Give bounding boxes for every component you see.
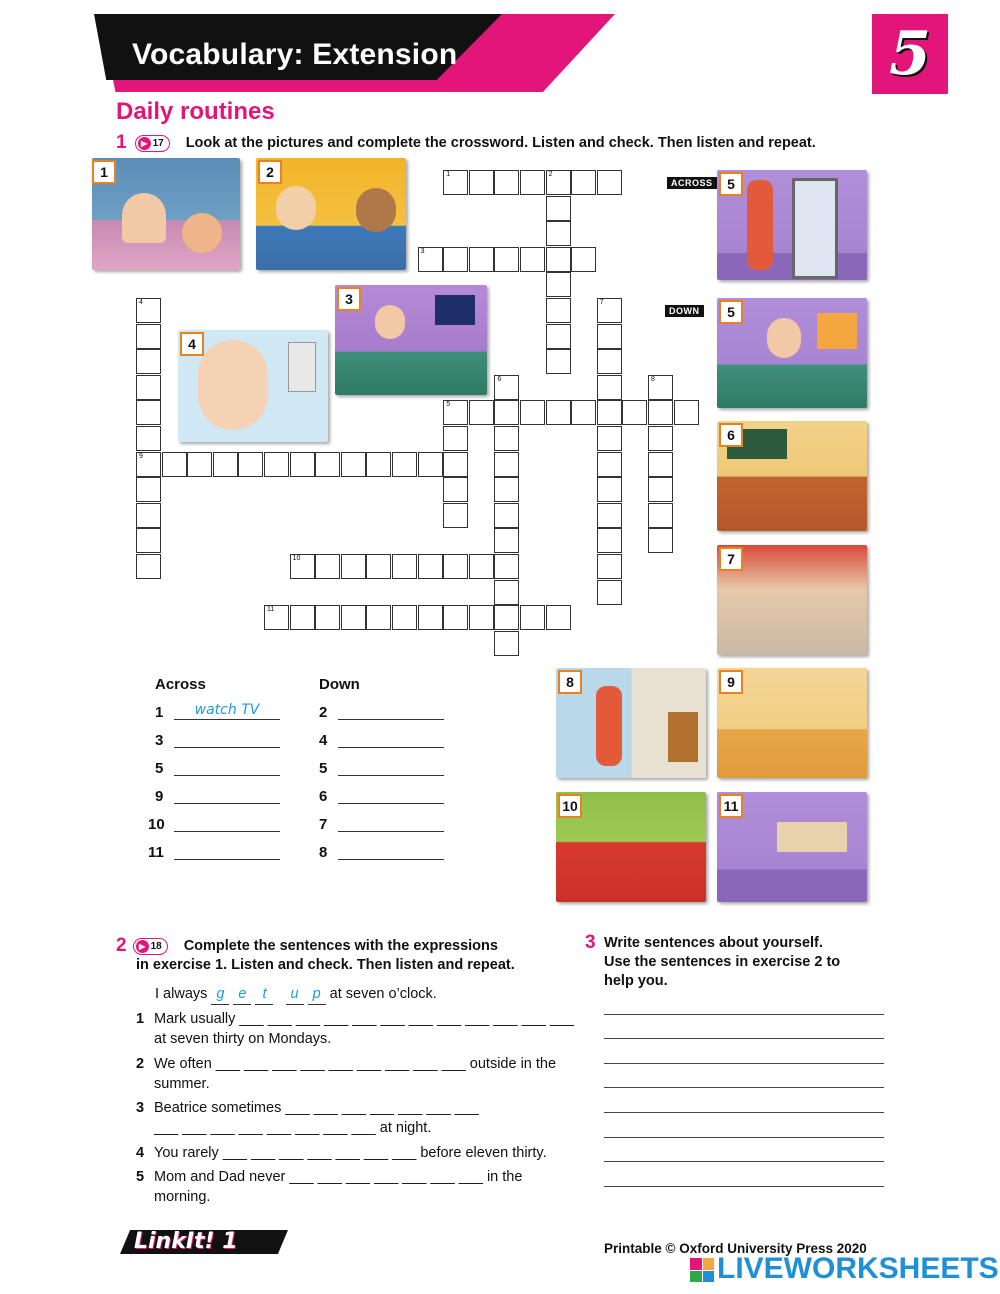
liveworksheets-logo-icon xyxy=(690,1258,714,1282)
sentence-line: You rarely ___ ___ ___ ___ ___ ___ ___ before eleven thirty. xyxy=(154,1145,547,1161)
writing-line[interactable] xyxy=(604,1014,884,1015)
audio-track-badge[interactable] xyxy=(133,938,168,955)
crossword-cell[interactable] xyxy=(648,375,673,400)
writing-line[interactable] xyxy=(604,1087,884,1088)
across-clue-number: 11 xyxy=(148,844,164,861)
crossword-cell[interactable] xyxy=(571,170,596,195)
example-letter[interactable]: e xyxy=(233,984,251,1005)
sentence-line: at seven thirty on Mondays. xyxy=(154,1031,332,1047)
exercise1-instruction: Look at the pictures and complete the crossword. Listen and check. Then listen and repeat. xyxy=(185,135,816,151)
crossword-cell[interactable] xyxy=(264,452,289,477)
example-letter[interactable]: t xyxy=(255,984,273,1005)
crossword-cell[interactable] xyxy=(494,503,519,528)
linkit-logo xyxy=(120,1226,290,1256)
sentence-line: Beatrice sometimes ___ ___ ___ ___ ___ ___ ___ xyxy=(154,1100,479,1116)
sentence-line: We often ___ ___ ___ ___ ___ ___ ___ ___ ___ outside in the xyxy=(154,1056,557,1072)
crossword-cell[interactable] xyxy=(443,554,468,579)
crossword-cell[interactable] xyxy=(418,554,443,579)
crossword-cell[interactable] xyxy=(494,477,519,502)
crossword-cell[interactable] xyxy=(443,400,468,425)
crossword-cell[interactable] xyxy=(341,554,366,579)
crossword-cell[interactable] xyxy=(136,324,161,349)
crossword-cell[interactable] xyxy=(546,170,571,195)
down-answer-line[interactable] xyxy=(338,719,444,720)
exercise3-instruction xyxy=(604,934,840,991)
crossword-cell[interactable] xyxy=(648,426,673,451)
crossword-cell[interactable] xyxy=(546,247,571,272)
crossword-cell[interactable] xyxy=(648,528,673,553)
crossword-cell[interactable] xyxy=(546,349,571,374)
crossword-cell[interactable] xyxy=(136,349,161,374)
down-clue-number: 6 xyxy=(319,788,328,805)
picture-label-2: 2 xyxy=(258,160,282,184)
exercise3-instruction-line2: Use the sentences in exercise 2 to xyxy=(604,954,841,970)
crossword-cell[interactable] xyxy=(443,605,468,630)
crossword-cell[interactable] xyxy=(443,170,468,195)
across-answer-line[interactable] xyxy=(174,775,280,776)
crossword-cell[interactable] xyxy=(469,170,494,195)
picture-label-5-down: 5 xyxy=(719,300,743,324)
crossword-cell[interactable] xyxy=(290,452,315,477)
crossword-cell[interactable] xyxy=(674,400,699,425)
crossword-cell[interactable] xyxy=(290,554,315,579)
down-answer-line[interactable] xyxy=(338,831,444,832)
crossword-cell[interactable] xyxy=(546,221,571,246)
crossword-cell[interactable] xyxy=(469,605,494,630)
crossword-cell[interactable] xyxy=(597,170,622,195)
crossword-clue-number: 11 xyxy=(267,606,275,614)
crossword-cell[interactable] xyxy=(136,452,161,477)
across-clue-number: 10 xyxy=(148,816,165,833)
crossword-cell[interactable] xyxy=(520,247,545,272)
crossword-cell[interactable] xyxy=(546,324,571,349)
crossword-cell[interactable] xyxy=(546,400,571,425)
example-letter[interactable]: u xyxy=(286,984,304,1005)
crossword-cell[interactable] xyxy=(597,375,622,400)
sentence-line: Mom and Dad never ___ ___ ___ ___ ___ ___ ___ in the xyxy=(154,1169,523,1185)
example-sentence xyxy=(155,984,437,1005)
audio-track-number: 18 xyxy=(150,940,162,952)
crossword-cell[interactable] xyxy=(494,452,519,477)
picture-label-9: 9 xyxy=(719,670,743,694)
exercise2-instruction-line1: Complete the sentences with the expressions xyxy=(183,938,498,954)
crossword-cell[interactable] xyxy=(443,426,468,451)
crossword-cell[interactable] xyxy=(341,605,366,630)
crossword-clue-number: 1 xyxy=(446,171,451,178)
exercise1-heading xyxy=(116,132,816,154)
sentence-number: 1 xyxy=(136,1011,145,1027)
crossword-cell[interactable] xyxy=(392,554,417,579)
across-tag: ACROSS xyxy=(667,177,717,189)
sentence-2[interactable] xyxy=(136,1054,576,1094)
picture-label-4: 4 xyxy=(180,332,204,356)
across-answer-line[interactable] xyxy=(174,747,280,748)
crossword-cell[interactable] xyxy=(443,477,468,502)
sentence-1[interactable] xyxy=(136,1009,576,1049)
crossword-cell[interactable] xyxy=(571,247,596,272)
example-after: at seven o’clock. xyxy=(329,986,437,1002)
crossword-cell[interactable] xyxy=(520,605,545,630)
exercise2-instruction-line2: in exercise 1. Listen and check. Then listen and repeat. xyxy=(136,957,515,973)
crossword-cell[interactable] xyxy=(238,452,263,477)
crossword-clue-number: 4 xyxy=(139,299,143,306)
crossword-cell[interactable] xyxy=(546,605,571,630)
crossword-cell[interactable] xyxy=(546,298,571,323)
crossword-cell[interactable] xyxy=(366,452,391,477)
crossword-cell[interactable] xyxy=(494,528,519,553)
writing-line[interactable] xyxy=(604,1063,884,1064)
crossword-cell[interactable] xyxy=(546,272,571,297)
example-letter[interactable]: p xyxy=(308,984,326,1005)
crossword-cell[interactable] xyxy=(392,452,417,477)
crossword-cell[interactable] xyxy=(315,452,340,477)
crossword-cell[interactable] xyxy=(469,247,494,272)
crossword-cell[interactable] xyxy=(597,452,622,477)
example-letter[interactable]: g xyxy=(211,984,229,1005)
across-clue-number: 3 xyxy=(155,732,164,749)
down-clue-number: 5 xyxy=(319,760,328,777)
crossword-cell[interactable] xyxy=(469,400,494,425)
crossword-cell[interactable] xyxy=(494,631,519,656)
linkit-logo-text: LinkIt! 1 xyxy=(134,1229,238,1254)
across-answer-line[interactable] xyxy=(174,803,280,804)
across-answer-line[interactable] xyxy=(174,831,280,832)
sentence-number: 5 xyxy=(136,1169,145,1185)
picture-label-3: 3 xyxy=(337,287,361,311)
audio-track-number: 17 xyxy=(152,137,164,149)
writing-line[interactable] xyxy=(604,1038,884,1039)
crossword-cell[interactable] xyxy=(469,554,494,579)
crossword-cell[interactable] xyxy=(418,605,443,630)
crossword-cell[interactable] xyxy=(315,554,340,579)
sentence-line: summer. xyxy=(154,1076,210,1092)
copyright-text: Printable © Oxford University Press 2020 xyxy=(604,1241,867,1256)
writing-line[interactable] xyxy=(604,1161,884,1162)
speaker-icon: ▶ xyxy=(136,940,149,953)
crossword-cell[interactable] xyxy=(494,605,519,630)
picture-label-6: 6 xyxy=(719,423,743,447)
across-answer-line[interactable] xyxy=(174,859,280,860)
liveworksheets-wordmark: LIVEWORKSHEETS xyxy=(717,1252,999,1285)
crossword-cell[interactable] xyxy=(136,426,161,451)
crossword-cell[interactable] xyxy=(597,298,622,323)
crossword-cell[interactable] xyxy=(520,400,545,425)
sentence-line: morning. xyxy=(154,1189,211,1205)
sentence-number: 3 xyxy=(136,1100,145,1116)
crossword-clue-number: 3 xyxy=(420,247,425,255)
crossword-cell[interactable] xyxy=(494,554,519,579)
exercise2-number: 2 xyxy=(116,935,127,956)
clues-across-heading: Across xyxy=(155,676,206,693)
crossword-cell[interactable] xyxy=(341,452,366,477)
sentence-5[interactable] xyxy=(136,1167,576,1207)
crossword-cell[interactable] xyxy=(315,605,340,630)
crossword-cell[interactable] xyxy=(622,400,647,425)
crossword-cell[interactable] xyxy=(136,400,161,425)
crossword-cell[interactable] xyxy=(597,580,622,605)
crossword-cell[interactable] xyxy=(648,400,673,425)
crossword-cell[interactable] xyxy=(418,247,443,272)
crossword-cell[interactable] xyxy=(418,452,443,477)
crossword-cell[interactable] xyxy=(648,477,673,502)
sentence-number: 4 xyxy=(136,1145,145,1161)
picture-label-8: 8 xyxy=(558,670,582,694)
crossword-cell[interactable] xyxy=(136,375,161,400)
picture-label-11: 11 xyxy=(719,794,743,818)
sentence-line: Mark usually ___ ___ ___ ___ ___ ___ ___ ___ ___ ___ ___ ___ xyxy=(154,1011,575,1027)
writing-line[interactable] xyxy=(604,1186,884,1187)
crossword-cell[interactable] xyxy=(494,400,519,425)
across-clue-number: 5 xyxy=(155,760,164,777)
across-clue-number: 9 xyxy=(155,788,164,805)
across-answer-line[interactable] xyxy=(174,719,280,720)
crossword-cell[interactable] xyxy=(597,400,622,425)
exercise3-number: 3 xyxy=(585,932,596,953)
crossword-clue-number: 8 xyxy=(651,375,655,383)
page-title: Vocabulary: Extension xyxy=(132,38,458,71)
crossword-cell[interactable] xyxy=(597,349,622,374)
crossword-cell[interactable] xyxy=(213,452,238,477)
crossword-cell[interactable] xyxy=(443,503,468,528)
down-answer-line[interactable] xyxy=(338,747,444,748)
crossword-cell[interactable] xyxy=(366,554,391,579)
down-clue-number: 4 xyxy=(319,732,328,749)
down-clue-number: 2 xyxy=(319,704,328,721)
down-answer-line[interactable] xyxy=(338,775,444,776)
sentence-4[interactable] xyxy=(136,1143,576,1163)
writing-line[interactable] xyxy=(604,1137,884,1138)
crossword-cell[interactable] xyxy=(443,247,468,272)
exercise2-heading xyxy=(116,935,498,957)
crossword-cell[interactable] xyxy=(162,452,187,477)
crossword-cell[interactable] xyxy=(392,605,417,630)
crossword-cell[interactable] xyxy=(571,400,596,425)
crossword-cell[interactable] xyxy=(597,426,622,451)
across-answer-1[interactable]: watch TV xyxy=(194,702,260,718)
crossword-cell[interactable] xyxy=(494,426,519,451)
crossword-clue-number: 10 xyxy=(292,555,301,562)
down-answer-line[interactable] xyxy=(338,803,444,804)
down-clue-number: 8 xyxy=(319,844,328,861)
crossword-clue-number: 2 xyxy=(548,171,553,178)
crossword-cell[interactable] xyxy=(136,554,161,579)
picture-label-7: 7 xyxy=(719,547,743,571)
crossword-clue-number: 7 xyxy=(599,299,604,306)
down-answer-line[interactable] xyxy=(338,859,444,860)
crossword-cell[interactable] xyxy=(136,298,161,323)
crossword-cell[interactable] xyxy=(136,528,161,553)
sentence-3[interactable] xyxy=(136,1098,576,1138)
crossword-cell[interactable] xyxy=(443,452,468,477)
exercise3-instruction-line1: Write sentences about yourself. xyxy=(604,935,823,951)
crossword-clue-number: 9 xyxy=(139,452,143,460)
down-clue-number: 7 xyxy=(319,816,328,833)
crossword-cell[interactable] xyxy=(136,477,161,502)
crossword-cell[interactable] xyxy=(648,452,673,477)
audio-track-badge[interactable] xyxy=(135,135,170,152)
crossword-cell[interactable] xyxy=(366,605,391,630)
across-clue-number: 1 xyxy=(155,704,164,721)
section-title: Daily routines xyxy=(116,98,275,125)
example-before: I always xyxy=(155,986,208,1002)
unit-number: 5 xyxy=(889,19,931,89)
exercise1-number: 1 xyxy=(116,132,127,153)
crossword-clue-number: 5 xyxy=(446,401,451,409)
crossword-cell[interactable] xyxy=(494,170,519,195)
crossword-cell[interactable] xyxy=(520,170,545,195)
sentence-number: 2 xyxy=(136,1056,145,1072)
crossword-cell[interactable] xyxy=(290,605,315,630)
crossword-cell[interactable] xyxy=(264,605,289,630)
crossword-cell[interactable] xyxy=(597,503,622,528)
crossword-clue-number: 6 xyxy=(497,375,502,383)
sentence-line: ___ ___ ___ ___ ___ ___ ___ ___ at night. xyxy=(154,1120,432,1136)
speaker-icon: ▶ xyxy=(138,137,151,150)
crossword-cell[interactable] xyxy=(187,452,212,477)
picture-label-10: 10 xyxy=(558,794,582,818)
picture-label-5-across: 5 xyxy=(719,172,743,196)
picture-label-1: 1 xyxy=(92,160,116,184)
crossword-cell[interactable] xyxy=(546,196,571,221)
crossword-cell[interactable] xyxy=(494,580,519,605)
crossword-cell[interactable] xyxy=(597,554,622,579)
crossword-cell[interactable] xyxy=(597,477,622,502)
exercise3-heading xyxy=(585,932,596,954)
exercise3-instruction-line3: help you. xyxy=(604,973,668,989)
crossword-cell[interactable] xyxy=(597,324,622,349)
clues-down-heading: Down xyxy=(319,676,360,693)
down-tag: DOWN xyxy=(665,305,704,317)
crossword-cell[interactable] xyxy=(494,375,519,400)
crossword-cell[interactable] xyxy=(136,503,161,528)
crossword-cell[interactable] xyxy=(494,247,519,272)
crossword-cell[interactable] xyxy=(597,528,622,553)
writing-line[interactable] xyxy=(604,1112,884,1113)
crossword-cell[interactable] xyxy=(648,503,673,528)
